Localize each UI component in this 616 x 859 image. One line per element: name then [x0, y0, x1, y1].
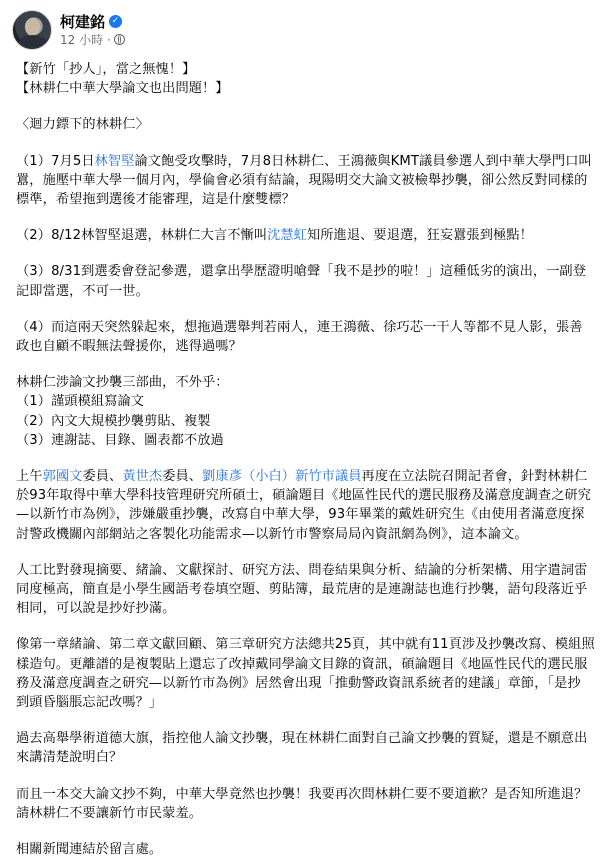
paragraph-1-line-3: 標準，希望拖到選後才能審理，這是什麼雙標？ — [16, 192, 296, 208]
paragraph-8-line-1: 過去高舉學術道德大旗，指控他人論文抄襲，現在林耕仁面對自己論文抄襲的質疑，還是不願意出 — [16, 731, 588, 747]
paragraph-5-line-2: 於93年取得中華大學科技管理研究所碩士，碩論題目《地區性民代的選民服務及滿意度調查之研究 — [16, 488, 592, 504]
globe-icon[interactable] — [114, 34, 125, 45]
paragraph-7-line-4: 到頭昏腦脹忘記改嗎？」 — [16, 695, 163, 711]
paragraph-3-line-2: 記即當選，不可一世。 — [16, 283, 149, 299]
paragraph-2 — [16, 226, 604, 245]
paragraph-5-line-3: —以新竹市為例》，涉嫌嚴重抄襲，改寫自中華大學，93年畢業的戴姓研究生《由使用者滿意度探 — [16, 507, 585, 523]
timestamp-row — [60, 32, 125, 48]
author-name[interactable]: 柯建銘 — [60, 12, 106, 31]
post-footer-note: 相關新聞連結於留言處。 — [16, 842, 163, 858]
list-item: （3）連謝誌、目錄、圖表都不放過 — [16, 432, 224, 448]
paragraph-8-line-2: 來講清楚說明白？ — [16, 750, 123, 766]
paragraph-6-line-1: 人工比對發現摘要、緒論、文獻探討、研究方法、問卷結果與分析、結論的分析架構、用字遣詞雷 — [16, 562, 588, 578]
avatar[interactable] — [12, 10, 52, 50]
verified-badge-icon: ✓ — [109, 15, 122, 28]
author-row — [60, 13, 125, 31]
text-run: 論文飽受攻擊時，7月8日林耕仁、王鴻薇與KMT議員參選人到中華大學門口叫 — [134, 153, 592, 169]
paragraph-5-line-1 — [16, 467, 604, 486]
list-item: （1）謹頭模組寫論文 — [16, 394, 145, 410]
list-intro: 林耕仁涉論文抄襲三部曲，不外乎： — [16, 375, 229, 391]
tag-link-shen-hui-hung[interactable]: 沈慧虹 — [267, 228, 307, 244]
text-run: （1）7月5日 — [16, 153, 95, 169]
text-run: 知所進退、要退選，狂妄囂張到極點！ — [306, 228, 533, 244]
tag-link-huang-shih-chieh[interactable]: 黃世杰 — [122, 469, 163, 485]
avatar-body — [18, 35, 48, 50]
tag-link-lin-chih-chien[interactable]: 林智堅 — [94, 153, 135, 169]
post-title-1: 【新竹「抄人」，當之無愧！】 — [16, 62, 196, 77]
post-meta — [60, 13, 125, 48]
post-timestamp[interactable]: 12 小時 · — [60, 32, 111, 47]
paragraph-7-line-2: 樣造句。更離譜的是複製貼上還忘了改掉戴同學論文目錄的資訊，碩論題目《地區性民代的選民服 — [16, 656, 588, 672]
paragraph-1-line-2: 囂，施壓中華大學一個月內，學倫會必須有結論，現陽明交大論文被檢舉抄襲，卻公然反對同樣的 — [16, 172, 588, 188]
tag-link-kuo-kuo-wen[interactable]: 郭國文 — [42, 469, 83, 485]
paragraph-7-line-1: 像第一章緒論、第二章文獻回顧、第三章研究方法總共25頁，其中就有11頁涉及抄襲改寫、模組照 — [16, 637, 595, 653]
text-run: 上午 — [16, 469, 43, 485]
paragraph-9-line-2: 請林耕仁不要讓新竹市民蒙羞。 — [16, 805, 203, 821]
avatar-face — [25, 18, 40, 36]
list-item: （2）內文大規模抄襲剪貼、複製 — [16, 413, 211, 429]
text-run: 委員、 — [162, 469, 203, 485]
paragraph-4-line-1: （4）而這兩天突然躲起來，想拖過選舉判若兩人，連王鴻薇、徐巧芯一干人等都不見人影，張善 — [16, 319, 583, 335]
tag-link-liu-kang-yen[interactable]: 劉康彥（小白）新竹市議員 — [202, 469, 362, 485]
paragraph-5-line-4: 討警政機關內部網站之客製化功能需求—以新竹市警察局局內資訊網為例》，這本論文。 — [16, 526, 528, 542]
paragraph-6-line-2: 同度極高，簡直是小學生國語考卷填空題、剪貼簿，最荒唐的是連謝誌也進行抄襲，語句段落近乎 — [16, 582, 588, 598]
post-body — [16, 60, 604, 859]
paragraph-1-line-1 — [16, 152, 604, 171]
paragraph-3-line-1: （3）8/31到選委會登記參選，還拿出學歷證明嗆聲「我不是抄的啦！」這種低劣的演出，一副登 — [16, 264, 587, 280]
paragraph-4-line-2: 政也自顧不暇無法聲援你，逃得過嗎？ — [16, 339, 242, 355]
post-title-2: 【林耕仁中華大學論文也出問題！】 — [16, 81, 229, 97]
paragraph-9-line-1: 而且一本交大論文抄不夠，中華大學竟然也抄襲！我要再次問林耕仁要不要道歉？是否知所進退？ — [16, 786, 588, 802]
section-heading: 〈迴力鏢下的林耕仁〉 — [16, 117, 149, 133]
text-run: 再度在立法院召開記者會，針對林耕仁 — [361, 469, 588, 485]
text-run: 委員、 — [82, 469, 123, 485]
paragraph-6-line-3: 相同，可以說是抄好抄滿。 — [16, 601, 176, 617]
text-run: （2）8/12林智堅退選，林耕仁大言不慚叫 — [16, 228, 268, 244]
paragraph-7-line-3: 務及滿意度調查之研究—以新竹市為例》居然會出現「推動警政資訊系統者的建議」章節，「是抄 — [16, 675, 581, 691]
post-header — [12, 10, 125, 50]
